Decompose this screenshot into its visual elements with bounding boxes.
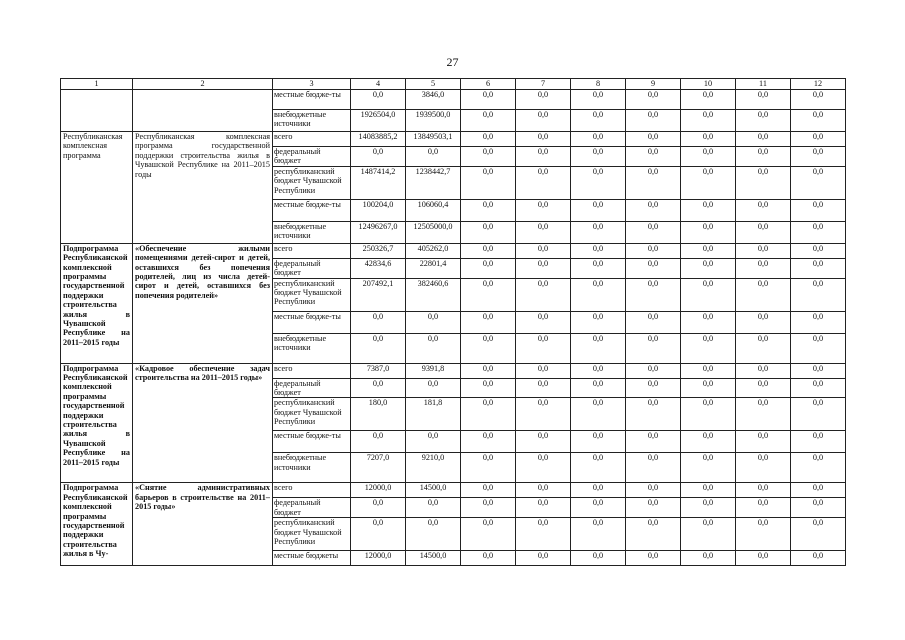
- funding-source: федеральный бюджет: [273, 147, 351, 167]
- value-cell: 0,0: [791, 110, 846, 132]
- value-cell: 0,0: [516, 132, 571, 147]
- value-cell: 0,0: [516, 498, 571, 518]
- value-cell: 405262,0: [406, 243, 461, 258]
- value-cell: 0,0: [736, 398, 791, 431]
- value-cell: 0,0: [461, 221, 516, 243]
- column-header: 7: [516, 79, 571, 90]
- value-cell: 9210,0: [406, 453, 461, 483]
- value-cell: 0,0: [516, 278, 571, 311]
- value-cell: 0,0: [571, 166, 626, 199]
- value-cell: 0,0: [351, 518, 406, 551]
- value-cell: 0,0: [681, 363, 736, 378]
- value-cell: 0,0: [736, 258, 791, 278]
- value-cell: 0,0: [461, 431, 516, 453]
- table-row: [61, 243, 846, 258]
- value-cell: 0,0: [626, 90, 681, 110]
- value-cell: 0,0: [626, 333, 681, 363]
- value-cell: 0,0: [461, 363, 516, 378]
- value-cell: 0,0: [516, 166, 571, 199]
- value-cell: 0,0: [681, 333, 736, 363]
- value-cell: 0,0: [736, 311, 791, 333]
- value-cell: 0,0: [736, 363, 791, 378]
- column-header: 6: [461, 79, 516, 90]
- value-cell: 0,0: [736, 147, 791, 167]
- value-cell: 0,0: [681, 498, 736, 518]
- column-header: 8: [571, 79, 626, 90]
- column-header: 4: [351, 79, 406, 90]
- value-cell: 14500,0: [406, 551, 461, 566]
- value-cell: 22801,4: [406, 258, 461, 278]
- value-cell: 0,0: [626, 483, 681, 498]
- value-cell: 7387,0: [351, 363, 406, 378]
- value-cell: 14083885,2: [351, 132, 406, 147]
- value-cell: 0,0: [406, 431, 461, 453]
- value-cell: 0,0: [516, 518, 571, 551]
- value-cell: 0,0: [791, 258, 846, 278]
- funding-source: местные бюдже-ты: [273, 431, 351, 453]
- funding-source: местные бюджеты: [273, 551, 351, 566]
- value-cell: 0,0: [406, 518, 461, 551]
- header-row: [61, 79, 846, 90]
- column-header: 3: [273, 79, 351, 90]
- value-cell: 0,0: [681, 398, 736, 431]
- value-cell: 0,0: [736, 278, 791, 311]
- value-cell: 7207,0: [351, 453, 406, 483]
- value-cell: 0,0: [571, 551, 626, 566]
- value-cell: 0,0: [626, 278, 681, 311]
- value-cell: 0,0: [791, 431, 846, 453]
- value-cell: 0,0: [791, 311, 846, 333]
- value-cell: 0,0: [516, 258, 571, 278]
- value-cell: 0,0: [681, 518, 736, 551]
- value-cell: 0,0: [351, 333, 406, 363]
- value-cell: 0,0: [736, 518, 791, 551]
- value-cell: 0,0: [516, 110, 571, 132]
- value-cell: 0,0: [571, 333, 626, 363]
- value-cell: 0,0: [571, 518, 626, 551]
- value-cell: 0,0: [351, 431, 406, 453]
- funding-source: внебюджетные источники: [273, 110, 351, 132]
- column-header: 9: [626, 79, 681, 90]
- table-body: [61, 90, 846, 566]
- value-cell: 0,0: [571, 221, 626, 243]
- value-cell: 0,0: [461, 199, 516, 221]
- value-cell: 0,0: [571, 278, 626, 311]
- value-cell: 0,0: [571, 90, 626, 110]
- budget-table: [60, 78, 846, 566]
- value-cell: 0,0: [406, 498, 461, 518]
- value-cell: 0,0: [736, 333, 791, 363]
- value-cell: 0,0: [791, 147, 846, 167]
- value-cell: 0,0: [406, 333, 461, 363]
- value-cell: 0,0: [791, 483, 846, 498]
- value-cell: 0,0: [736, 90, 791, 110]
- value-cell: 42834,6: [351, 258, 406, 278]
- value-cell: 0,0: [681, 166, 736, 199]
- value-cell: 0,0: [791, 363, 846, 378]
- value-cell: 180,0: [351, 398, 406, 431]
- funding-source: всего: [273, 483, 351, 498]
- value-cell: 0,0: [351, 378, 406, 398]
- value-cell: 0,0: [571, 378, 626, 398]
- value-cell: 13849503,1: [406, 132, 461, 147]
- value-cell: 0,0: [791, 551, 846, 566]
- value-cell: 0,0: [351, 90, 406, 110]
- value-cell: 0,0: [516, 431, 571, 453]
- value-cell: 0,0: [736, 431, 791, 453]
- funding-source: республиканский бюджет Чувашской Республики: [273, 398, 351, 431]
- value-cell: 0,0: [461, 132, 516, 147]
- value-cell: 0,0: [681, 147, 736, 167]
- value-cell: 0,0: [461, 311, 516, 333]
- program-name: Подпрограмма Республиканской комплексной программы государственной поддержки строительства жилья в Чувашской Республике на 2011–2015 годы: [61, 243, 133, 363]
- value-cell: 0,0: [516, 311, 571, 333]
- value-cell: 0,0: [791, 90, 846, 110]
- value-cell: 12496267,0: [351, 221, 406, 243]
- value-cell: 0,0: [791, 398, 846, 431]
- funding-source: республиканский бюджет Чувашской Республики: [273, 278, 351, 311]
- value-cell: 0,0: [736, 199, 791, 221]
- value-cell: 0,0: [791, 498, 846, 518]
- value-cell: 0,0: [516, 398, 571, 431]
- value-cell: 0,0: [461, 551, 516, 566]
- value-cell: 382460,6: [406, 278, 461, 311]
- value-cell: 1238442,7: [406, 166, 461, 199]
- table-row: [61, 363, 846, 378]
- value-cell: 0,0: [736, 221, 791, 243]
- value-cell: 0,0: [791, 278, 846, 311]
- table-row: [61, 483, 846, 498]
- page-number: 27: [446, 55, 459, 69]
- value-cell: 0,0: [516, 333, 571, 363]
- value-cell: 0,0: [681, 483, 736, 498]
- program-title: «Кадровое обеспечение задач строительства на 2011–2015 годы»: [133, 363, 273, 483]
- value-cell: 0,0: [626, 498, 681, 518]
- value-cell: 0,0: [791, 132, 846, 147]
- program-name: Подпрограмма Республиканской комплексной программы государственной поддержки строительства жилья в Чу-: [61, 483, 133, 566]
- value-cell: 0,0: [571, 311, 626, 333]
- value-cell: 0,0: [461, 398, 516, 431]
- value-cell: 0,0: [406, 147, 461, 167]
- value-cell: 12000,0: [351, 483, 406, 498]
- table-row: [61, 132, 846, 147]
- value-cell: 0,0: [736, 110, 791, 132]
- value-cell: 0,0: [736, 166, 791, 199]
- funding-source: местные бюдже-ты: [273, 90, 351, 110]
- program-title: «Снятие административных барьеров в строительстве на 2011–2015 годы»: [133, 483, 273, 566]
- value-cell: 0,0: [626, 243, 681, 258]
- value-cell: 0,0: [516, 147, 571, 167]
- column-header: 12: [791, 79, 846, 90]
- value-cell: 0,0: [681, 221, 736, 243]
- value-cell: 0,0: [571, 132, 626, 147]
- value-cell: 0,0: [681, 132, 736, 147]
- value-cell: 0,0: [571, 258, 626, 278]
- column-header: 11: [736, 79, 791, 90]
- funding-source: всего: [273, 132, 351, 147]
- funding-source: внебюджетные источники: [273, 333, 351, 363]
- value-cell: 0,0: [626, 431, 681, 453]
- funding-source: всего: [273, 243, 351, 258]
- value-cell: 0,0: [516, 90, 571, 110]
- value-cell: 0,0: [791, 166, 846, 199]
- funding-source: внебюджетные источники: [273, 221, 351, 243]
- value-cell: 181,8: [406, 398, 461, 431]
- funding-source: всего: [273, 363, 351, 378]
- value-cell: 0,0: [571, 398, 626, 431]
- funding-source: федеральный бюджет: [273, 378, 351, 398]
- value-cell: 0,0: [461, 378, 516, 398]
- funding-source: местные бюдже-ты: [273, 311, 351, 333]
- value-cell: 0,0: [516, 483, 571, 498]
- value-cell: 0,0: [626, 147, 681, 167]
- value-cell: 0,0: [406, 311, 461, 333]
- value-cell: 207492,1: [351, 278, 406, 311]
- value-cell: 0,0: [626, 132, 681, 147]
- value-cell: 0,0: [626, 551, 681, 566]
- value-cell: 3846,0: [406, 90, 461, 110]
- value-cell: 0,0: [681, 431, 736, 453]
- value-cell: 0,0: [461, 243, 516, 258]
- value-cell: 0,0: [351, 311, 406, 333]
- value-cell: 0,0: [626, 398, 681, 431]
- value-cell: 100204,0: [351, 199, 406, 221]
- value-cell: 0,0: [791, 518, 846, 551]
- funding-source: республиканский бюджет Чувашской Республики: [273, 518, 351, 551]
- value-cell: 0,0: [626, 378, 681, 398]
- value-cell: 250326,7: [351, 243, 406, 258]
- empty-cell-col2: [133, 90, 273, 132]
- table-row: [61, 90, 846, 110]
- value-cell: 0,0: [351, 147, 406, 167]
- funding-source: федеральный бюджет: [273, 498, 351, 518]
- value-cell: 0,0: [516, 243, 571, 258]
- value-cell: 0,0: [681, 258, 736, 278]
- value-cell: 0,0: [571, 431, 626, 453]
- empty-cell-col1: [61, 90, 133, 132]
- value-cell: 0,0: [736, 378, 791, 398]
- column-header: 5: [406, 79, 461, 90]
- value-cell: 0,0: [736, 483, 791, 498]
- value-cell: 0,0: [626, 258, 681, 278]
- value-cell: 0,0: [681, 551, 736, 566]
- value-cell: 106060,4: [406, 199, 461, 221]
- value-cell: 0,0: [516, 221, 571, 243]
- value-cell: 0,0: [516, 378, 571, 398]
- value-cell: 0,0: [461, 147, 516, 167]
- value-cell: 0,0: [351, 498, 406, 518]
- value-cell: 0,0: [626, 453, 681, 483]
- value-cell: 0,0: [461, 453, 516, 483]
- value-cell: 0,0: [571, 110, 626, 132]
- value-cell: 0,0: [626, 518, 681, 551]
- value-cell: 0,0: [571, 147, 626, 167]
- column-header: 1: [61, 79, 133, 90]
- value-cell: 0,0: [406, 378, 461, 398]
- value-cell: 0,0: [681, 199, 736, 221]
- value-cell: 0,0: [736, 498, 791, 518]
- value-cell: 0,0: [736, 551, 791, 566]
- funding-source: республиканский бюджет Чувашской Республики: [273, 166, 351, 199]
- value-cell: 0,0: [791, 199, 846, 221]
- program-name: Подпрограмма Республиканской комплексной программы государственной поддержки строительства жилья в Чувашской Республике на 2011–2015 годы: [61, 363, 133, 483]
- value-cell: 0,0: [626, 221, 681, 243]
- value-cell: 0,0: [571, 453, 626, 483]
- value-cell: 0,0: [626, 363, 681, 378]
- value-cell: 0,0: [791, 453, 846, 483]
- value-cell: 0,0: [461, 90, 516, 110]
- program-title: «Обеспечение жилыми помещениями детей-сирот и детей, оставшихся без попечения родителей, лиц из числа детей-сирот и детей, оставшихся без попечения родителей»: [133, 243, 273, 363]
- value-cell: 0,0: [626, 166, 681, 199]
- value-cell: 0,0: [626, 311, 681, 333]
- value-cell: 0,0: [681, 90, 736, 110]
- value-cell: 0,0: [571, 363, 626, 378]
- value-cell: 0,0: [791, 221, 846, 243]
- value-cell: 0,0: [571, 498, 626, 518]
- value-cell: 0,0: [571, 243, 626, 258]
- funding-source: местные бюдже-ты: [273, 199, 351, 221]
- value-cell: 1926504,0: [351, 110, 406, 132]
- column-header: 2: [133, 79, 273, 90]
- value-cell: 0,0: [461, 166, 516, 199]
- value-cell: 0,0: [461, 518, 516, 551]
- program-name: Республиканская комплексная программа: [61, 132, 133, 244]
- value-cell: 0,0: [461, 110, 516, 132]
- value-cell: 0,0: [571, 483, 626, 498]
- value-cell: 0,0: [791, 378, 846, 398]
- value-cell: 0,0: [516, 453, 571, 483]
- value-cell: 9391,8: [406, 363, 461, 378]
- value-cell: 0,0: [461, 333, 516, 363]
- value-cell: 0,0: [681, 378, 736, 398]
- value-cell: 0,0: [461, 498, 516, 518]
- value-cell: 0,0: [626, 110, 681, 132]
- value-cell: 12505000,0: [406, 221, 461, 243]
- value-cell: 0,0: [681, 110, 736, 132]
- value-cell: 0,0: [681, 311, 736, 333]
- value-cell: 0,0: [736, 243, 791, 258]
- value-cell: 0,0: [736, 132, 791, 147]
- value-cell: 0,0: [516, 363, 571, 378]
- value-cell: 0,0: [681, 243, 736, 258]
- value-cell: 0,0: [461, 483, 516, 498]
- value-cell: 0,0: [736, 453, 791, 483]
- value-cell: 12000,0: [351, 551, 406, 566]
- value-cell: 0,0: [681, 453, 736, 483]
- funding-source: федеральный бюджет: [273, 258, 351, 278]
- value-cell: 0,0: [626, 199, 681, 221]
- funding-source: внебюджетные источники: [273, 453, 351, 483]
- value-cell: 0,0: [791, 243, 846, 258]
- value-cell: 0,0: [461, 258, 516, 278]
- value-cell: 0,0: [516, 551, 571, 566]
- program-title: Республиканская комплексная программа государственной поддержки строительства жилья в Чувашской Республике на 2011–2015 годы: [133, 132, 273, 244]
- value-cell: 0,0: [681, 278, 736, 311]
- value-cell: 0,0: [571, 199, 626, 221]
- value-cell: 1939500,0: [406, 110, 461, 132]
- value-cell: 0,0: [461, 278, 516, 311]
- value-cell: 14500,0: [406, 483, 461, 498]
- value-cell: 1487414,2: [351, 166, 406, 199]
- column-header: 10: [681, 79, 736, 90]
- value-cell: 0,0: [516, 199, 571, 221]
- value-cell: 0,0: [791, 333, 846, 363]
